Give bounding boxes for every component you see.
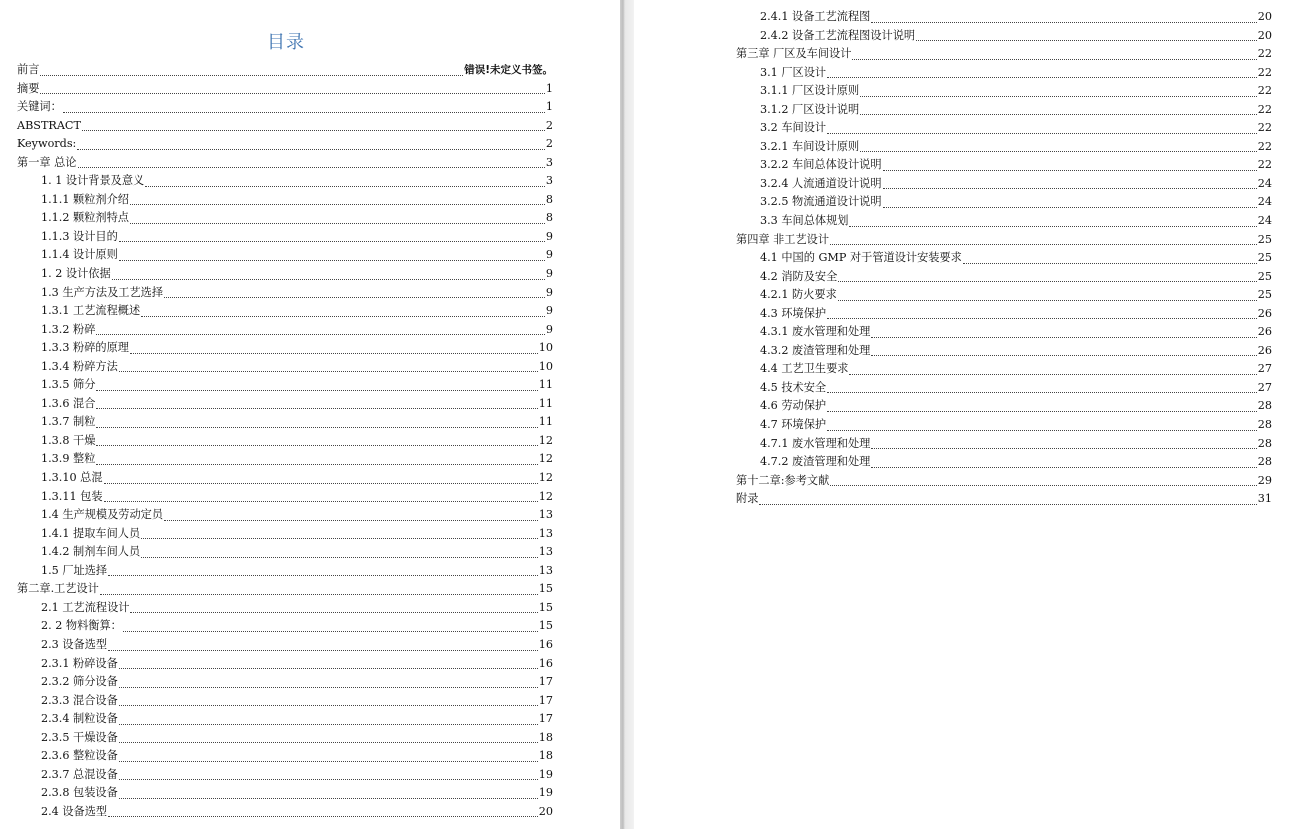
toc-list-left — [17, 61, 553, 821]
toc-dot-leader — [849, 374, 1256, 375]
toc-entry-label: Keywords: — [17, 137, 77, 151]
toc-entry[interactable] — [736, 82, 1272, 101]
toc-dot-leader — [63, 112, 545, 113]
toc-page-number: 22 — [1257, 139, 1272, 153]
toc-entry[interactable] — [17, 135, 553, 154]
toc-entry-label: 1.3.9 整粒 — [41, 452, 96, 466]
toc-entry-label: 1.5 厂址选择 — [41, 563, 108, 577]
toc-page-number: 25 — [1257, 251, 1272, 265]
toc-dot-leader — [119, 798, 538, 799]
toc-dot-leader — [119, 724, 538, 725]
toc-entry[interactable] — [736, 472, 1272, 491]
toc-dot-leader — [96, 464, 537, 465]
toc-entry-label: 1.3.1 工艺流程概述 — [41, 304, 141, 318]
toc-entry[interactable] — [17, 469, 553, 488]
toc-entry[interactable] — [17, 562, 553, 581]
toc-page-number: 27 — [1257, 362, 1272, 376]
toc-page-number: 26 — [1257, 325, 1272, 339]
toc-page-number: 16 — [538, 637, 553, 651]
toc-page-number: 2 — [545, 118, 553, 132]
toc-dot-leader — [96, 334, 544, 335]
toc-dot-leader — [119, 260, 545, 261]
toc-dot-leader — [883, 188, 1257, 189]
toc-dot-leader — [871, 355, 1256, 356]
toc-entry-label: 第三章 厂区及车间设计 — [736, 47, 852, 61]
toc-dot-leader — [860, 96, 1257, 97]
toc-page-number: 22 — [1257, 65, 1272, 79]
toc-dot-leader — [104, 483, 538, 484]
toc-dot-leader — [827, 411, 1257, 412]
toc-page-number: 24 — [1257, 195, 1272, 209]
toc-page-number: 28 — [1257, 399, 1272, 413]
toc-entry[interactable] — [736, 27, 1272, 46]
toc-entry[interactable] — [17, 413, 553, 432]
toc-dot-leader — [871, 337, 1256, 338]
toc-page-number: 15 — [538, 600, 553, 614]
toc-dot-leader — [119, 761, 538, 762]
toc-entry-label: 3.2.5 物流通道设计说明 — [760, 195, 882, 209]
toc-page-number: 10 — [538, 341, 553, 355]
toc-page-number: 9 — [545, 229, 553, 243]
toc-entry-label: 第一章 总论 — [17, 155, 77, 169]
toc-page-number: 24 — [1257, 214, 1272, 228]
toc-entry-label: 1.1.2 颗粒剂特点 — [41, 211, 129, 225]
toc-dot-leader — [104, 501, 538, 502]
toc-entry-label: 2.3.5 干燥设备 — [41, 730, 118, 744]
toc-entry-label: 4.2.1 防火要求 — [760, 288, 837, 302]
toc-dot-leader — [860, 114, 1257, 115]
toc-entry-label: 1.1.3 设计目的 — [41, 229, 118, 243]
toc-page-number: 16 — [538, 656, 553, 670]
toc-entry[interactable] — [736, 119, 1272, 138]
toc-entry[interactable] — [17, 246, 553, 265]
toc-dot-leader — [82, 130, 545, 131]
toc-page-number: 3 — [545, 174, 553, 188]
toc-entry[interactable] — [17, 284, 553, 303]
toc-entry[interactable] — [17, 432, 553, 451]
toc-dot-leader — [830, 485, 1256, 486]
toc-page-number: 26 — [1257, 343, 1272, 357]
toc-page-number: 12 — [538, 489, 553, 503]
toc-entry-label: 3.2.1 车间设计原则 — [760, 139, 860, 153]
toc-entry[interactable] — [17, 228, 553, 247]
toc-page-number: 8 — [545, 192, 553, 206]
toc-dot-leader — [119, 705, 538, 706]
toc-entry[interactable] — [17, 710, 553, 729]
toc-entry-label: 4.2 消防及安全 — [760, 269, 838, 283]
toc-dot-leader — [40, 93, 544, 94]
toc-entry-label: 1.4.1 提取车间人员 — [41, 526, 141, 540]
toc-page-number: 9 — [545, 304, 553, 318]
toc-page-number: 25 — [1257, 288, 1272, 302]
toc-entry-label: 第二章.工艺设计 — [17, 582, 99, 596]
toc-entry[interactable] — [17, 265, 553, 284]
toc-dot-leader — [130, 612, 537, 613]
toc-entry[interactable] — [17, 172, 553, 191]
toc-dot-leader — [141, 538, 538, 539]
toc-dot-leader — [145, 186, 545, 187]
toc-page-number: 24 — [1257, 176, 1272, 190]
toc-dot-leader — [119, 371, 538, 372]
toc-entry-label: 1.3.5 筛分 — [41, 378, 96, 392]
toc-entry-label: 3.2.2 车间总体设计说明 — [760, 158, 882, 172]
toc-entry-label: 2.4.1 设备工艺流程图 — [760, 10, 871, 23]
toc-entry[interactable] — [736, 453, 1272, 472]
toc-dot-leader — [119, 668, 538, 669]
toc-entry-label: 4.5 技术安全 — [760, 380, 827, 394]
toc-page-number: 15 — [538, 582, 553, 596]
toc-page-number: 31 — [1257, 492, 1272, 506]
toc-dot-leader — [883, 170, 1257, 171]
toc-entry[interactable] — [736, 305, 1272, 324]
toc-page-number: 20 — [538, 804, 553, 818]
toc-entry-label: 4.3.1 废水管理和处理 — [760, 325, 871, 339]
toc-entry-label: 1.3 生产方法及工艺选择 — [41, 285, 164, 299]
toc-entry[interactable] — [17, 543, 553, 562]
toc-dot-leader — [96, 427, 537, 428]
toc-dot-leader — [827, 318, 1257, 319]
toc-entry-label: 摘要 — [17, 81, 40, 95]
toc-dot-leader — [849, 226, 1256, 227]
toc-dot-leader — [96, 390, 537, 391]
toc-dot-leader — [830, 244, 1257, 245]
toc-entry[interactable] — [17, 580, 553, 599]
toc-page-number: 9 — [545, 322, 553, 336]
toc-entry[interactable] — [17, 80, 553, 99]
toc-entry-label: 2. 2 物料衡算： — [41, 619, 122, 633]
toc-page-number: 1 — [545, 100, 553, 114]
toc-page-number: 2 — [545, 137, 553, 151]
toc-page-number: 28 — [1257, 436, 1272, 450]
toc-entry-label: 2.3.2 筛分设备 — [41, 675, 118, 689]
toc-entry-label: 3.2 车间设计 — [760, 121, 827, 135]
toc-page-number: 17 — [538, 712, 553, 726]
toc-entry[interactable] — [736, 193, 1272, 212]
toc-entry[interactable] — [17, 599, 553, 618]
toc-entry-label: 1.3.10 总混 — [41, 471, 103, 485]
toc-entry-label: 2.3 设备选型 — [41, 637, 108, 651]
toc-dot-leader — [130, 204, 545, 205]
toc-page-number: 18 — [538, 730, 553, 744]
toc-list-right — [736, 8, 1272, 509]
toc-entry[interactable] — [17, 302, 553, 321]
toc-dot-leader — [871, 22, 1256, 23]
page-gutter — [620, 0, 634, 829]
toc-dot-leader — [108, 575, 538, 576]
toc-page-number: 10 — [538, 359, 553, 373]
toc-dot-leader — [119, 687, 538, 688]
toc-entry[interactable] — [736, 45, 1272, 64]
toc-entry[interactable] — [17, 358, 553, 377]
toc-dot-leader — [852, 59, 1256, 60]
toc-entry-label: 1.3.3 粉碎的原理 — [41, 341, 129, 355]
toc-entry-label: 4.7 环境保护 — [760, 418, 827, 432]
toc-entry-label: 2.4.2 设备工艺流程图设计说明 — [760, 28, 916, 42]
toc-entry-label: 第十二章:参考文献 — [736, 473, 830, 487]
toc-page-number: 13 — [538, 508, 553, 522]
toc-dot-leader — [119, 241, 545, 242]
toc-entry-label: 3.1.2 厂区设计说明 — [760, 102, 860, 116]
toc-page-number: 25 — [1257, 232, 1272, 246]
toc-entry[interactable] — [736, 397, 1272, 416]
toc-entry[interactable] — [736, 416, 1272, 435]
toc-dot-leader — [141, 557, 538, 558]
toc-page-number: 8 — [545, 211, 553, 225]
toc-page-number: 13 — [538, 545, 553, 559]
toc-dot-leader — [40, 75, 463, 76]
toc-page-number: 28 — [1257, 418, 1272, 432]
toc-dot-leader — [827, 392, 1257, 393]
toc-page-number: 18 — [538, 749, 553, 763]
toc-entry[interactable] — [17, 766, 553, 785]
toc-dot-leader — [112, 279, 545, 280]
toc-dot-leader — [96, 445, 537, 446]
toc-entry-label: 1. 1 设计背景及意义 — [41, 174, 145, 188]
toc-entry-label: 3.3 车间总体规划 — [760, 214, 849, 228]
toc-entry[interactable] — [17, 655, 553, 674]
toc-entry[interactable] — [736, 8, 1272, 27]
toc-entry-label: 1.3.6 混合 — [41, 396, 96, 410]
toc-title: 目录 — [267, 32, 305, 53]
toc-page-number: 22 — [1257, 158, 1272, 172]
toc-entry[interactable] — [736, 156, 1272, 175]
toc-page-number: 13 — [538, 526, 553, 540]
toc-entry-label: 2.3.8 包装设备 — [41, 786, 118, 800]
toc-page-number: 20 — [1257, 28, 1272, 42]
toc-dot-leader — [119, 742, 538, 743]
toc-entry-label: 4.7.2 废渣管理和处理 — [760, 455, 871, 469]
toc-entry-label: 第四章 非工艺设计 — [736, 232, 830, 246]
toc-entry-label: 2.3.6 整粒设备 — [41, 749, 118, 763]
toc-dot-leader — [164, 297, 545, 298]
toc-entry[interactable] — [17, 617, 553, 636]
toc-dot-leader — [77, 149, 545, 150]
toc-entry[interactable] — [17, 673, 553, 692]
toc-page-number: 25 — [1257, 269, 1272, 283]
toc-entry[interactable] — [17, 525, 553, 544]
toc-error-message: 错误!未定义书签。 — [464, 64, 553, 76]
toc-entry-label: 4.4 工艺卫生要求 — [760, 362, 849, 376]
toc-entry-label: 4.3.2 废渣管理和处理 — [760, 343, 871, 357]
toc-entry[interactable] — [736, 286, 1272, 305]
toc-entry-label: 1.3.7 制粒 — [41, 415, 96, 429]
toc-entry-label: 2.3.7 总混设备 — [41, 767, 118, 781]
toc-entry[interactable] — [17, 98, 553, 117]
toc-entry-label: 2.3.3 混合设备 — [41, 693, 118, 707]
toc-entry[interactable] — [736, 360, 1272, 379]
toc-entry[interactable] — [736, 435, 1272, 454]
toc-entry-label: 1.4 生产规模及劳动定员 — [41, 508, 164, 522]
toc-entry-label: 2.3.1 粉碎设备 — [41, 656, 118, 670]
toc-dot-leader — [108, 650, 538, 651]
toc-entry-label: 1.3.11 包装 — [41, 489, 103, 503]
toc-entry[interactable] — [17, 321, 553, 340]
toc-dot-leader — [871, 448, 1256, 449]
toc-entry[interactable] — [17, 747, 553, 766]
toc-entry-label: 1.1.1 颗粒剂介绍 — [41, 192, 129, 206]
toc-page-number: 17 — [538, 693, 553, 707]
toc-entry[interactable] — [736, 342, 1272, 361]
toc-entry[interactable] — [736, 175, 1272, 194]
toc-entry[interactable] — [17, 376, 553, 395]
toc-page-number: 11 — [538, 378, 553, 392]
toc-dot-leader — [164, 520, 538, 521]
toc-page-number: 15 — [538, 619, 553, 633]
toc-entry[interactable] — [17, 339, 553, 358]
toc-entry-label: 4.1 中国的 GMP 对于管道设计安装要求 — [760, 251, 962, 265]
toc-page-number: 19 — [538, 786, 553, 800]
toc-page-number: 27 — [1257, 380, 1272, 394]
toc-page-number: 22 — [1257, 84, 1272, 98]
toc-dot-leader — [100, 594, 538, 595]
toc-page-number: 12 — [538, 433, 553, 447]
toc-entry[interactable] — [17, 729, 553, 748]
toc-entry-label: 关键词： — [17, 100, 62, 114]
toc-dot-leader — [141, 316, 545, 317]
toc-entry[interactable] — [17, 61, 553, 80]
toc-entry-label: 1. 2 设计依据 — [41, 267, 111, 281]
toc-entry-label: 前言 — [17, 63, 40, 76]
toc-page-number: 12 — [538, 471, 553, 485]
toc-entry-label: 1.3.2 粉碎 — [41, 322, 96, 336]
toc-entry-label: 3.2.4 人流通道设计说明 — [760, 176, 882, 190]
toc-dot-leader — [883, 207, 1257, 208]
toc-entry[interactable] — [736, 268, 1272, 287]
toc-entry[interactable] — [17, 784, 553, 803]
toc-page-number: 28 — [1257, 455, 1272, 469]
toc-entry-label: 1.3.8 干燥 — [41, 433, 96, 447]
toc-entry-label: 3.1 厂区设计 — [760, 65, 827, 79]
toc-entry[interactable] — [736, 231, 1272, 250]
toc-page-number: 11 — [538, 415, 553, 429]
toc-page-number: 13 — [538, 563, 553, 577]
toc-dot-leader — [963, 263, 1257, 264]
toc-entry-label: ABSTRACT — [17, 118, 81, 132]
toc-page-number: 20 — [1257, 10, 1272, 23]
toc-entry[interactable] — [736, 323, 1272, 342]
toc-dot-leader — [130, 353, 538, 354]
toc-entry-label: 2.4 设备选型 — [41, 804, 108, 818]
toc-entry-label: 2.3.4 制粒设备 — [41, 712, 118, 726]
toc-dot-leader — [838, 300, 1257, 301]
toc-page-number: 19 — [538, 767, 553, 781]
toc-entry-label: 3.1.1 厂区设计原则 — [760, 84, 860, 98]
toc-entry[interactable] — [736, 249, 1272, 268]
toc-dot-leader — [860, 151, 1257, 152]
toc-dot-leader — [130, 223, 545, 224]
toc-entry[interactable] — [17, 450, 553, 469]
toc-entry[interactable] — [17, 117, 553, 136]
toc-entry-label: 1.4.2 制剂车间人员 — [41, 545, 141, 559]
toc-entry[interactable] — [17, 803, 553, 822]
toc-page-number: 22 — [1257, 47, 1272, 61]
toc-dot-leader — [871, 467, 1256, 468]
toc-entry[interactable] — [17, 209, 553, 228]
toc-entry[interactable] — [17, 636, 553, 655]
toc-entry-label: 4.6 劳动保护 — [760, 399, 827, 413]
toc-dot-leader — [123, 631, 538, 632]
toc-entry[interactable] — [736, 490, 1272, 509]
toc-entry[interactable] — [736, 212, 1272, 231]
toc-page-number: 12 — [538, 452, 553, 466]
toc-entry[interactable] — [736, 101, 1272, 120]
toc-dot-leader — [827, 77, 1257, 78]
toc-entry[interactable] — [17, 191, 553, 210]
toc-page-number: 11 — [538, 396, 553, 410]
toc-dot-leader — [96, 408, 537, 409]
toc-dot-leader — [827, 133, 1257, 134]
toc-dot-leader — [838, 281, 1256, 282]
toc-dot-leader — [78, 167, 545, 168]
toc-entry[interactable] — [17, 506, 553, 525]
toc-dot-leader — [916, 40, 1257, 41]
toc-page-number: 9 — [545, 267, 553, 281]
toc-page-number: 26 — [1257, 306, 1272, 320]
toc-entry[interactable] — [17, 488, 553, 507]
toc-entry-label: 2.1 工艺流程设计 — [41, 600, 130, 614]
toc-page-number: 17 — [538, 675, 553, 689]
toc-dot-leader — [827, 430, 1257, 431]
toc-entry[interactable] — [736, 64, 1272, 83]
toc-entry-label: 1.3.4 粉碎方法 — [41, 359, 118, 373]
toc-page-number: 9 — [545, 285, 553, 299]
toc-dot-leader — [759, 504, 1256, 505]
toc-dot-leader — [119, 779, 538, 780]
toc-page-number: 22 — [1257, 102, 1272, 116]
toc-entry[interactable] — [17, 395, 553, 414]
toc-entry[interactable] — [17, 692, 553, 711]
toc-entry[interactable] — [736, 379, 1272, 398]
toc-entry-label: 4.7.1 废水管理和处理 — [760, 436, 871, 450]
toc-page-number: 1 — [545, 81, 553, 95]
toc-entry-label: 4.3 环境保护 — [760, 306, 827, 320]
toc-entry[interactable] — [17, 154, 553, 173]
toc-page-number: 29 — [1257, 473, 1272, 487]
toc-page-number: 22 — [1257, 121, 1272, 135]
toc-dot-leader — [108, 816, 538, 817]
toc-page-number: 9 — [545, 248, 553, 262]
toc-page-number: 3 — [545, 155, 553, 169]
toc-entry[interactable] — [736, 138, 1272, 157]
toc-entry-label: 附录 — [736, 492, 759, 506]
toc-entry-label: 1.1.4 设计原则 — [41, 248, 118, 262]
